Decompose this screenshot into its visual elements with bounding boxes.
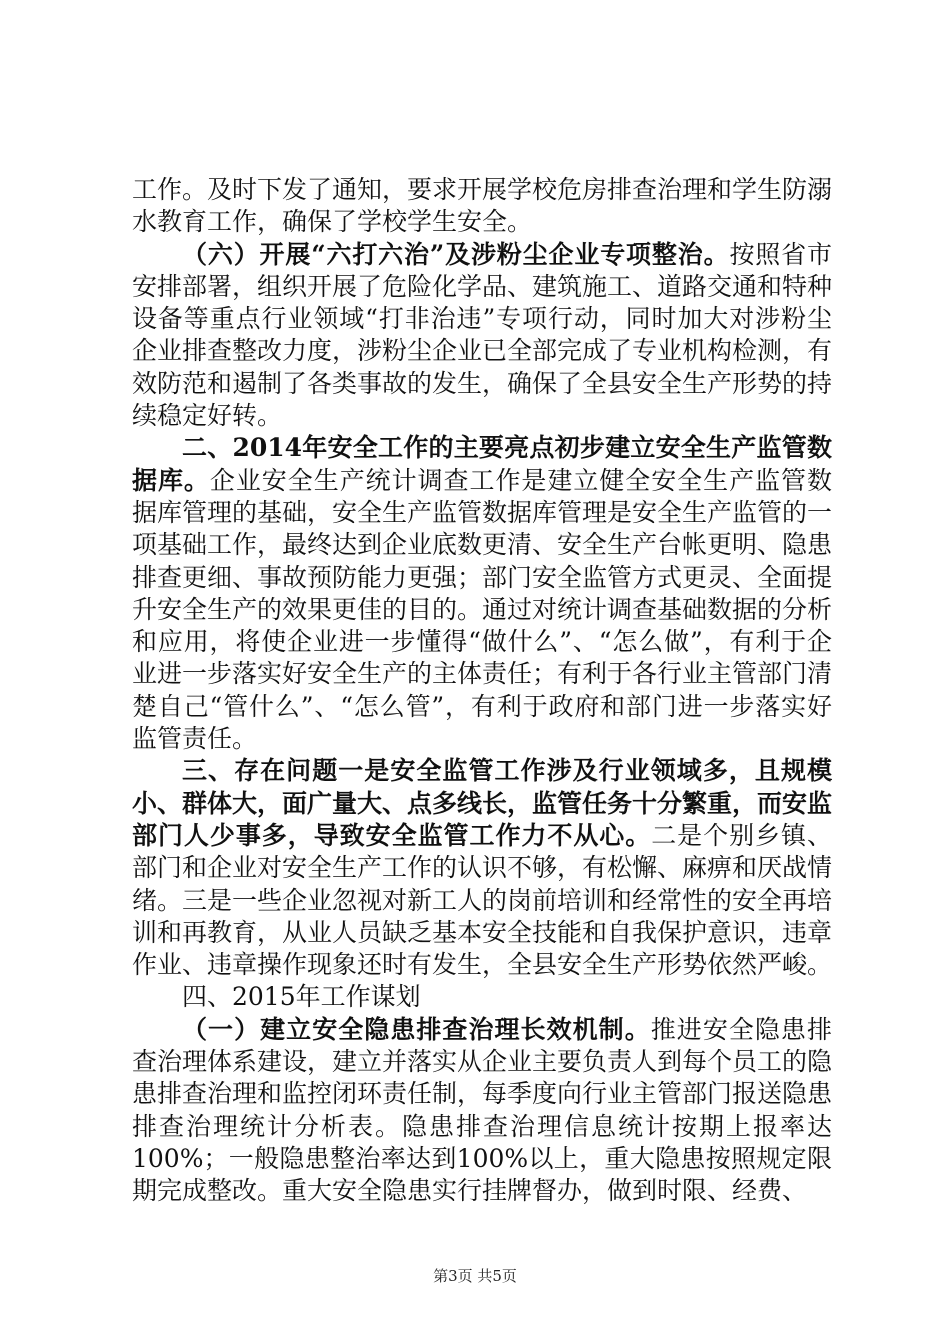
paragraph-section-two bbox=[132, 432, 832, 755]
paragraph-text: 企业安全生产统计调查工作是建立健全安全生产监管数据库管理的基础，安全生产监管数据库管理是安全生产监管的一项基础工作，最终达到企业底数更清、安全生产台帐更明、隐患排查更细、事故预防能力更强；部门安全监管方式更灵、全面提升安全生产的效果更佳的目的。通过对统计调查基础数据的分析和应用，将使企业进一步懂得“做什么”、“怎么做”，有利于企业进一步落实好安全生产的主体责任；有利于各行业主管部门清楚自己“管什么”、“怎么管”，有利于政府和部门进一步落实好监管责任。 bbox=[132, 465, 833, 754]
section-heading: 二、2014年安全工作的主要亮点初步建立安全生产监管数据库。 bbox=[132, 433, 832, 495]
paragraph-continuation bbox=[132, 174, 832, 239]
paragraph-text: 推进安全隐患排查治理体系建设，建立并落实从企业主要负责人到每个员工的隐患排查治理和监控闭环责任制，每季度向行业主管部门报送隐患排查治理统计分析表。隐患排查治理信息统计按期上报率达100%；一般隐患整治率达到100%以上，重大隐患按照规定限期完成整改。重大安全隐患实行挂牌督办，做到时限、经费、 bbox=[132, 1014, 833, 1206]
paragraph-section-four bbox=[132, 981, 832, 1013]
paragraph-heading: （一）建立安全隐患排查治理长效机制。 bbox=[182, 1014, 651, 1044]
paragraph-item-one bbox=[132, 1014, 832, 1208]
paragraph-text: 二是个别乡镇、部门和企业对安全生产工作的认识不够，有松懈、麻痹和厌战情绪。三是一些企业忽视对新工人的岗前培训和经常性的安全再培训和再教育，从业人员缺乏基本安全技能和自我保护意识，违章作业、违章操作现象还时有发生，全县安全生产形势依然严峻。 bbox=[132, 820, 833, 980]
paragraph-text: 工作。及时下发了通知，要求开展学校危房排查治理和学生防溺水教育工作，确保了学校学生安全。 bbox=[132, 175, 833, 237]
body-text bbox=[132, 174, 832, 1208]
paragraph-six-dafei bbox=[132, 239, 832, 433]
section-heading: 四、2015年工作谋划 bbox=[182, 982, 421, 1012]
paragraph-text: 按照省市安排部署，组织开展了危险化学品、建筑施工、道路交通和特种设备等重点行业领域“打非治违”专项行动，同时加大对涉粉尘企业排查整改力度，涉粉尘企业已全部完成了专业机构检测，有效防范和遏制了各类事故的发生，确保了全县安全生产形势的持续稳定好转。 bbox=[132, 239, 833, 431]
paragraph-heading: （六）开展“六打六治”及涉粉尘企业专项整治。 bbox=[182, 239, 730, 269]
page-number-footer: 第3页 共5页 bbox=[433, 1267, 517, 1285]
section-heading: 三、存在问题一是安全监管工作涉及行业领域多，且规模小、群体大，面广量大、点多线长，监管任务十分繁重，而安监部门人少事多，导致安全监管工作力不从心。 bbox=[132, 756, 833, 850]
paragraph-section-three bbox=[132, 755, 832, 981]
